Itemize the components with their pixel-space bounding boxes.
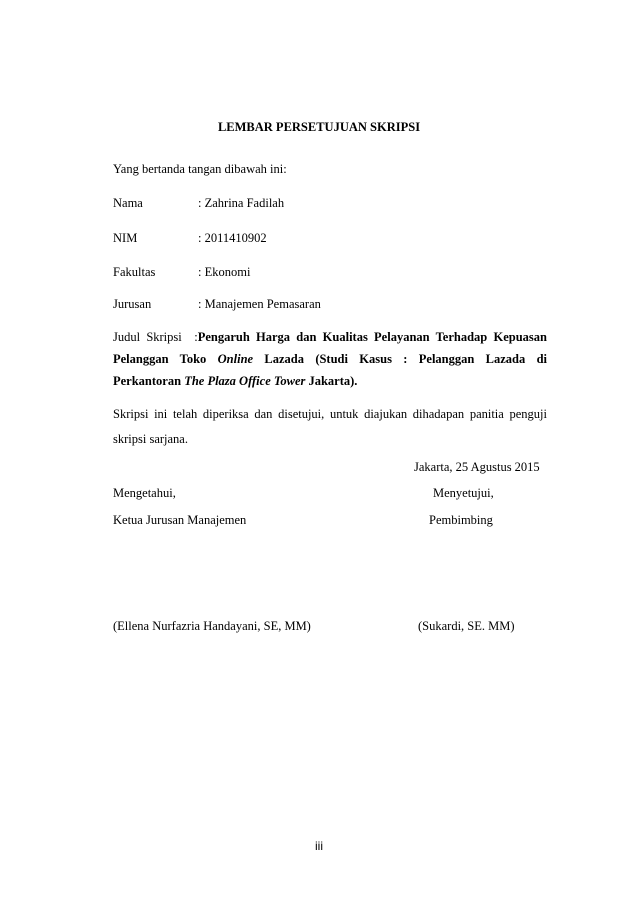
menyetujui-label: Menyetujui, (433, 486, 494, 500)
judul-title-line-2b: Online (217, 352, 254, 366)
page-number: iii (315, 839, 323, 853)
judul-line-2 (113, 348, 547, 370)
judul-skripsi-block (113, 326, 547, 392)
judul-title-line-2c: Lazada (Studi Kasus : Pelanggan Lazada di (264, 352, 547, 366)
fakultas-label: Fakultas (113, 265, 156, 279)
judul-title-line-3b: The Plaza Office Tower (184, 374, 306, 388)
judul-title-line-3a: Perkantoran (113, 374, 182, 388)
nama-label: Nama (113, 196, 143, 210)
judul-line-1 (113, 326, 547, 348)
ketua-jurusan-role: Ketua Jurusan Manajemen (113, 513, 247, 527)
document-title: LEMBAR PERSETUJUAN SKRIPSI (217, 120, 421, 134)
judul-colon: : (194, 330, 198, 344)
jurusan-label: Jurusan (113, 297, 152, 311)
judul-title-line-1: Pengaruh Harga dan Kualitas Pelayanan Terhadap Kepuasan (197, 330, 547, 344)
pembimbing-role: Pembimbing (429, 513, 493, 527)
jurusan-value: : Manajemen Pemasaran (198, 297, 321, 311)
right-signatory-name: (Sukardi, SE. MM) (418, 619, 515, 633)
approval-paragraph (113, 402, 547, 452)
approval-paragraph-line-2: skripsi sarjana. (113, 432, 188, 446)
nama-value: : Zahrina Fadilah (198, 196, 285, 210)
mengetahui-label: Mengetahui, (113, 486, 176, 500)
judul-title-line-3c: Jakarta). (308, 374, 358, 388)
date-line: Jakarta, 25 Agustus 2015 (414, 460, 540, 474)
intro-text: Yang bertanda tangan dibawah ini: (113, 162, 287, 176)
judul-title-line-2a: Pelanggan Toko (113, 352, 207, 366)
nim-value: : 2011410902 (198, 231, 267, 245)
fakultas-value: : Ekonomi (198, 265, 251, 279)
nim-label: NIM (113, 231, 138, 245)
approval-paragraph-line-1: Skripsi ini telah diperiksa dan disetujui, untuk diajukan dihadapan panitia penguji (113, 407, 547, 421)
left-signatory-name: (Ellena Nurfazria Handayani, SE, MM) (113, 619, 311, 633)
judul-label: Judul Skripsi (113, 330, 182, 344)
judul-line-3 (113, 370, 547, 392)
